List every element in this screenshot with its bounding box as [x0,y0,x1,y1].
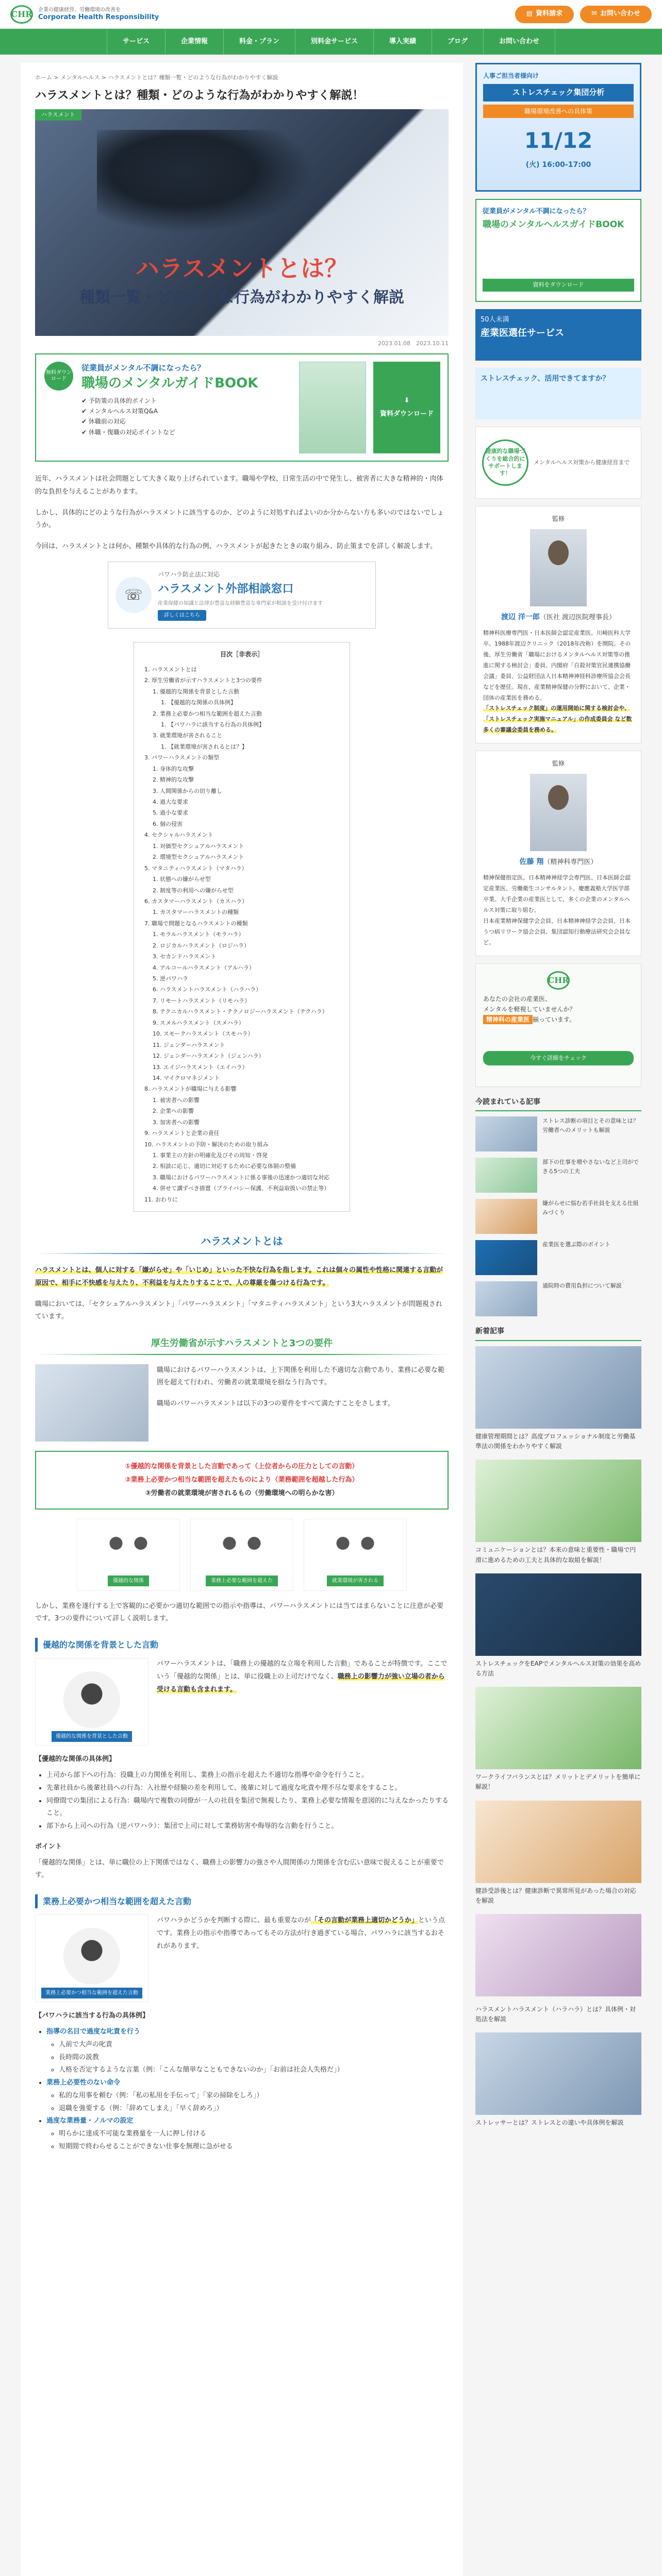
body-paragraph: ハラスメントとは、個人に対する「嫌がらせ」や「いじめ」といった不快な行為を指します。これは個々の属性や性格に関連する言動が原因で、相手に不快感を与えたり、不利益を与えたりすることで、人の尊厳を傷つける行為です。 [35,1266,443,1287]
toc-item[interactable]: 6. ハラスメントハラスメント（ハラハラ） [153,986,262,993]
list-item: • 業務上必要性のない命令 ◦ 私的な用事を頼む（例：「私の私用を手伝って」「家の掃除をしろ」） ◦ 退職を強要する（例：「辞めてしまえ」「早く辞めろ」） [46,2077,449,2115]
toc-item[interactable]: 1. ハラスメントとは [144,666,197,673]
hero-image [35,109,449,336]
article-link[interactable]: 嫌がらせに悩む若手社員を支える仕組みづくり [475,1199,641,1234]
nav-item-options[interactable]: 別料金サービス [295,29,374,55]
article-link[interactable]: ワークライフバランスとは？メリットとデメリットを簡単に解説！ [475,1687,641,1792]
new-articles-list [475,1346,641,2128]
toc-item[interactable]: 8. テクニカルハラスメント・テクノロジーハラスメント（テクハラ） [153,1008,328,1015]
stress-check-banner[interactable]: ストレスチェック、活用できてますか？ [475,368,641,419]
toc-item[interactable]: 3. パワーハラスメントの類型 [144,754,220,761]
post-dates: 2023.01.08 2023.10.11 [378,340,449,347]
example-list [35,1769,449,1833]
sidebar [475,63,641,2576]
box-title: 【優越的な関係の具体例】 [35,1755,116,1764]
toc-list [144,664,339,1205]
site-logo[interactable] [10,5,159,24]
box-title: 【パワハラに該当する行為の具体例】 [35,2012,150,2020]
seminar-banner[interactable]: 人事ご担当者様向け ストレスチェック集団分析 職場環境改善への具体策 11/12 (火) 16:00-17:00 [475,63,641,192]
point-label: ポイント [35,1842,62,1851]
category-badge[interactable]: ハラスメント [35,109,81,121]
toc-item[interactable]: 1. カスタマーハラスメントの種類 [153,909,239,916]
free-download-badge: 無料ダウンロード [44,362,73,391]
toc-item[interactable]: 6. カスタマーハラスメント（カスハラ） [144,897,248,905]
check-details-button[interactable]: 今すぐ詳細をチェック [483,1051,634,1066]
toc-item[interactable]: 3. 人間関係からの切り離し [153,787,222,794]
popular-articles-list [475,1116,641,1316]
supervisor-photo [530,774,587,851]
hero-title: ハラスメントとは？ [135,254,349,282]
toc-item[interactable]: 2. 制度等の利用への嫌がらせ型 [153,887,234,894]
guide-banner[interactable] [35,353,449,462]
supervisor-photo [530,529,587,606]
toc-item[interactable]: 12. ジェンダーハラスメント（ジェンハラ） [153,1053,264,1060]
toc-item[interactable]: 3. 職場におけるパワーハラスメントに係る事後の迅速かつ適切な対応 [153,1174,330,1181]
guide-question: 従業員がメンタル不調になったら？ [81,363,205,373]
meeting-photo [35,1364,148,1442]
nav-item-contact[interactable]: お問い合わせ [484,29,555,55]
toc-item[interactable]: 1. 状態への嫌がらせ型 [153,876,211,883]
toc-item[interactable]: 2. 精神的な攻撃 [153,776,194,784]
article-link[interactable]: ストレッサーとは？ストレスとの違いや具体例を解説 [475,2032,641,2128]
consult-more-button[interactable]: 詳しくはこちら [158,610,206,621]
guide-download-button[interactable]: ⬇ 資料ダウンロード [373,362,440,453]
toc-item[interactable]: 11. おわりに [144,1196,178,1203]
toc-item[interactable]: 10. スモークハラスメント（スモハラ） [153,1030,254,1038]
requirements-illustrations [35,1519,449,1591]
list-item: ✔ メンタルヘルス対策Q&A [81,408,158,415]
list-item: ✔ 予防策の具体的ポイント [81,397,157,404]
illustration: 優越的な関係 [77,1519,180,1591]
list-item: • 過度な業務量・ノルマの設定 ◦ 明らかに達成不可能な業務量を一人に押し付ける ◦ 短期間で終わらせることができない仕事を無理に急がせる [46,2115,449,2153]
list-item: • 上司から部下への行為：役職上の力関係を利用し、業務上の指示を超えた不適切な指導や命令を行うこと。 [46,1769,449,1782]
divider [35,1253,449,1254]
toc-item[interactable]: 1. 優越的な関係を背景とした言動 [153,688,239,695]
logo-tagline: 企業の健康経営、労働環境の改善を [38,7,121,13]
toc-item[interactable]: 5. 逆パワハラ [153,975,188,982]
toc-item[interactable]: 1. 被害者への影響 [153,1096,200,1104]
intro-paragraph: しかし、具体的にどのような行為がハラスメントに該当するのか、どのように対処すればよいのか分からない方も多いのではないでしょうか。 [35,509,444,530]
consult-banner[interactable]: ☏ パワハラ防止法に対応 ハラスメント外部相談窓口 産業保健の知識と法律が豊富な経験豊富な専門家が相談を受け付けます 詳しくはこちら [108,562,376,629]
toc-item[interactable]: 1. 【パワハラに該当する行為の具体例】 [161,721,264,728]
article-link[interactable]: ストレス診断の項目とその意味とは？労働者へのメリットも解説 [475,1116,641,1151]
body-paragraph: しかし、業務を遂行する上で客観的に必要かつ適切な範囲での指示や指導は、パワーハラスメントには当てはまらないことに注意が必要です。3つの要件について詳しく説明します。 [35,1602,443,1623]
headset-icon: ☏ [115,577,152,613]
article-link[interactable]: 部下の仕事を増やさないなど上司ができる5つの工夫 [475,1158,641,1193]
toc-item[interactable]: 3. 就業環境が害されること [153,732,222,739]
nav-item-service[interactable]: サービス [107,29,166,55]
body-paragraph: 職場のパワーハラスメントは以下の3つの要件をすべて満たすことをさします。 [157,1399,394,1408]
seminar-date: 11/12 [524,128,593,154]
toc-item[interactable]: 7. リモートハラスメント（リモハラ） [153,997,251,1004]
toc-item[interactable]: 2. 厚生労働省が示すハラスメントと3つの要件 [144,677,262,684]
requirement-item: ②業務上必要かつ相当な範囲を超えたものにより（業務範囲を超越した行為） [125,1476,359,1484]
logo-mark: CHR [547,971,570,990]
subsection-heading: 優越的な関係を背景とした言動 [35,1638,449,1652]
toc-item[interactable]: 10. ハラスメントの予防・解決のための取り組み [144,1141,269,1148]
toc-item[interactable]: 14. マイクロマネジメント [153,1074,220,1081]
article-link[interactable]: 健康管理期間とは？高度プロフェッショナル制度と労働基準法の関係をわかりやすく解説 [475,1346,641,1451]
popular-articles-heading: 今読まれている記事 [475,1096,641,1112]
toc-item[interactable]: 4. 併せて講ずべき措置（プライバシー保護、不利益取扱いの禁止等） [153,1185,330,1192]
toc-item[interactable]: 4. アルコールハラスメント（アルハラ） [153,964,255,971]
table-of-contents [134,642,350,1212]
toc-item[interactable]: 1. 対価型セクシュアルハラスメント [153,842,244,850]
list-item: • 同僚間での集団による行為：職場内で複数の同僚が一人の社員を集団で無視したり、業務上必要な情報を意図的に与えなかったりすること。 [46,1795,449,1820]
article [21,63,463,2576]
body-paragraph: 職場におけるパワーハラスメントは、上下関係を利用した不適切な言動であり、業務に必要な範囲を超えて行われ、労働者の就業環境を損なう行為です。 [157,1366,444,1387]
toc-item[interactable]: 2. 企業への影響 [153,1108,194,1115]
toc-item[interactable]: 1. 身体的な攻撃 [153,765,194,772]
book-cover-image [299,362,366,453]
article-link[interactable]: 通院時の費用負担について解説 [475,1281,641,1316]
intro-paragraph: 近年、ハラスメントは社会問題として大きく取り上げられています。職場や学校、日常生活の中で発生し、被害者に大きな精神的・肉体的な負担を与えることがあります。 [35,475,443,496]
hero-subtitle: 種類一覧・どのような行為がわかりやすく解説 [79,288,404,307]
intro-paragraph: 今回は、ハラスメントとは何か、種類や具体的な行為の例、ハラスメントが起きたときの取り組み、防止策までを詳しく解説します。 [35,543,437,551]
guide-book-banner[interactable]: 従業員がメンタル不調になったら？ 職場のメンタルヘルスガイドBOOK 資料をダウンロード [475,199,641,302]
hero-photo [97,130,313,233]
illustration: 就業環境が害される [304,1519,407,1591]
support-banner[interactable]: 健康的な職場づくりを総合的にサポートします！ メンタルヘルス対策から健康経営まで [475,427,641,499]
toc-toggle[interactable]: 目次［非表示］ [220,651,263,658]
list-item: ✔ 休職前の対応 [81,418,126,426]
subsection-heading: 業務上必要かつ相当な範囲を超えた言動 [35,1894,449,1908]
body-paragraph: パワハラかどうかを判断する際に、最も重要なのが「その言動が業務上適切かどうか」という点です。業務上の指示や指導であってもその方法が行き過ぎている場合、パワハラに該当するおそれがあります。 [157,1917,445,1950]
toc-item[interactable]: 1. 【優越的な関係の具体例】 [161,699,236,706]
example-list [35,2026,449,2153]
toc-item[interactable]: 6. 個の侵害 [153,820,183,827]
toc-item[interactable]: 1. 【就業環境が害されるとは？】 [161,743,247,750]
breadcrumb[interactable]: ホーム > メンタルヘルス > ハラスメントとは？種類一覧・どのような行為がわかりやすく解説 [35,74,278,81]
supervisor-card: 監修 佐藤 翔（精神科専門医） 精神保健指定医、日本精神神経学会専門医、日本医師会認定産業医、労働衛生コンサルタント。慶應義塾大学医学部卒業。大手企業の産業医として、多くの企業のメンタルヘルス対策に取り組む。 日本産業精神保健学会会員、日本精神神経学会会員、日本うつ病リワーク協会会員、集団認知行動療法研究会会員など。 [475,751,641,956]
list-item: ✔ 休職・復職の対応ポイントなど [81,428,175,436]
page-title: ハラスメントとは？種類・どのような行為がわかりやすく解説！ [35,89,364,102]
download-button[interactable]: 資料をダウンロード [483,279,634,292]
toc-item[interactable]: 3. 加害者への影響 [153,1118,200,1126]
toc-item[interactable]: 4. セクシャルハラスメント [144,832,213,839]
list-item: • 指導の名目で過度な叱責を行う ◦ 人前で大声の叱責 ◦ 長時間の説教 ◦ 人格を否定するような言葉（例：「こんな簡単なこともできないのか」「お前は社会人失格だ」） [46,2026,449,2077]
nav-item-blog[interactable]: ブログ [432,29,484,55]
nav-item-pricing[interactable]: 料金・プラン [224,29,295,55]
body-paragraph: 「優越的な関係」とは、単に職位の上下関係ではなく、職務上の影響力の強さや人間関係の力関係を含む広い意味で捉えることが重要です。 [35,1858,444,1879]
illustration: 業務上必要な範囲を超えた [190,1519,293,1591]
contact-button[interactable]: ✉ お問い合わせ [580,6,652,23]
article-link[interactable]: 健診受診後とは？健康診断で異常所見があった場合の対応を解説 [475,1801,641,1906]
download-button[interactable]: ▤ 資料請求 [515,6,574,23]
toc-item[interactable]: 2. 業務上必要かつ相当な範囲を超えた言動 [153,710,262,717]
toc-item[interactable]: 5. 過小な要求 [153,809,188,817]
list-item: • 先輩社員から後輩社員への行為：入社歴や経験の差を利用して、後輩に対して過度な叱責や理不尽な要求をすること。 [46,1782,449,1795]
toc-item[interactable]: 2. 相談に応じ、適切に対応するために必要な体制の整備 [153,1163,296,1170]
toc-item[interactable]: 7. 職場で問題となるハラスメントの種類 [144,920,248,927]
nav-item-company[interactable]: 企業情報 [166,29,224,55]
guide-list [81,396,292,438]
toc-item[interactable]: 5. マタニティハラスメント（マタハラ） [144,865,247,872]
toc-item[interactable]: 1. モラルハラスメント（モラハラ） [153,931,244,938]
logo-name: Corporate Health Responsibility [38,13,159,21]
article-link[interactable]: ストレスチェックをEAPでメンタルヘルス対策の効果を高める方法 [475,1573,641,1679]
list-item: • 部下から上司への行為（逆パワハラ）：集団で上司に対して業務妨害や侮辱的な言動を行うこと。 [46,1820,449,1833]
illustration: 優越的な関係を背景とした言動 [35,1658,148,1745]
article-link[interactable]: ハラスメントハラスメント（ハラハラ）とは？具体例・対処法を解説 [475,1914,641,2024]
toc-item[interactable]: 3. セカンドハラスメント [153,953,217,960]
mail-icon: ✉ [591,10,597,18]
toc-item[interactable]: 4. 過大な要求 [153,799,188,806]
nav-item-cases[interactable]: 導入実績 [374,29,432,55]
section-heading: ハラスメントとは [201,1235,283,1248]
article-link[interactable]: 産業医を選ぶ際のポイント [475,1240,641,1275]
toc-item[interactable]: 1. 事業主の方針の明確化及びその周知・啓発 [153,1152,268,1159]
requirement-item: ①優越的な関係を背景とした言動であって（上位者からの圧力としての言動） [125,1462,359,1470]
requirements-box [35,1451,449,1510]
service-banner[interactable]: 50人未満 産業医選任サービス [475,309,641,361]
site-header [0,0,662,29]
divider [35,1354,449,1355]
section-heading: 厚生労働省が示すハラスメントと3つの要件 [151,1337,333,1349]
toc-item[interactable]: 13. エイジハラスメント（エイハラ） [153,1063,248,1071]
logo-mark: CHR [10,5,33,24]
body-paragraph: 職場においては、「セクシュアルハラスメント」「パワーハラスメント」「マタニティハラスメント」という3大ハラスメントが問題視されています。 [35,1300,442,1321]
toc-item[interactable]: 9. ハラスメントと企業の責任 [144,1130,220,1137]
article-link[interactable]: コミュニケーションとは？本来の意味と重要性・職場で円滑に進めるための工夫と具体的な取組を解説！ [475,1460,641,1565]
download-icon: ⬇ [404,397,410,405]
main-nav [0,29,662,55]
toc-item[interactable]: 2. ロジカルハラスメント（ロジハラ） [153,942,250,949]
new-articles-heading: 新着記事 [475,1326,641,1341]
toc-item[interactable]: 11. ジェンダーハラスメント [153,1041,225,1048]
doc-icon: ▤ [526,10,533,18]
supervisor-card: 監修 渡辺 洋一郎（医社 渡辺医院理事長） 精神科医療専門医・日本医師会認定産業医。川崎医科大学卒。1988年渡辺クリニック（2018年改称）を開院。その後、厚生労働省「職場におけるメンタルヘルス対策等の推進に関する検討会」委員、内閣府「自殺対策官民連携協働会議」委員、公益財団法人日本精神神経科診療所協会会長などを歴任。現在、産業精神保健の分野において、企業・団体の産業医を務める。 「ストレスチェック制度」の運用開始に関する検討会や、「ストレスチェック実施マニュアル」の作成委員会 など数多くの審議会委員を務める。 [475,506,641,743]
body-paragraph: パワーハラスメントは、「職務上の優越的な立場を利用した言動」であることが特徴です。ここでいう「優越的な関係」とは、単に役職上の上司だけでなく、職務上の影響力が強い立場の者から受ける言動も含まれます。 [157,1660,448,1693]
requirement-item: ③労働者の就業環境が害されるもの（労働環境への明らかな害） [145,1489,339,1497]
toc-item[interactable]: 2. 環境型セクシュアルハラスメント [153,854,244,861]
guide-title: 職場のメンタルガイドBOOK [81,375,258,391]
illustration: 業務上必要かつ相当な範囲を超えた言動 [35,1914,148,2002]
toc-item[interactable]: 8. ハラスメントが職場に与える影響 [144,1086,237,1093]
psychiatrist-banner[interactable]: CHR あなたの会社の産業医、 メンタルを軽視していませんか？ 精神科の産業医 揃っています。 今すぐ詳細をチェック [475,963,641,1087]
toc-item[interactable]: 9. スメルハラスメント（スメハラ） [153,1019,244,1026]
